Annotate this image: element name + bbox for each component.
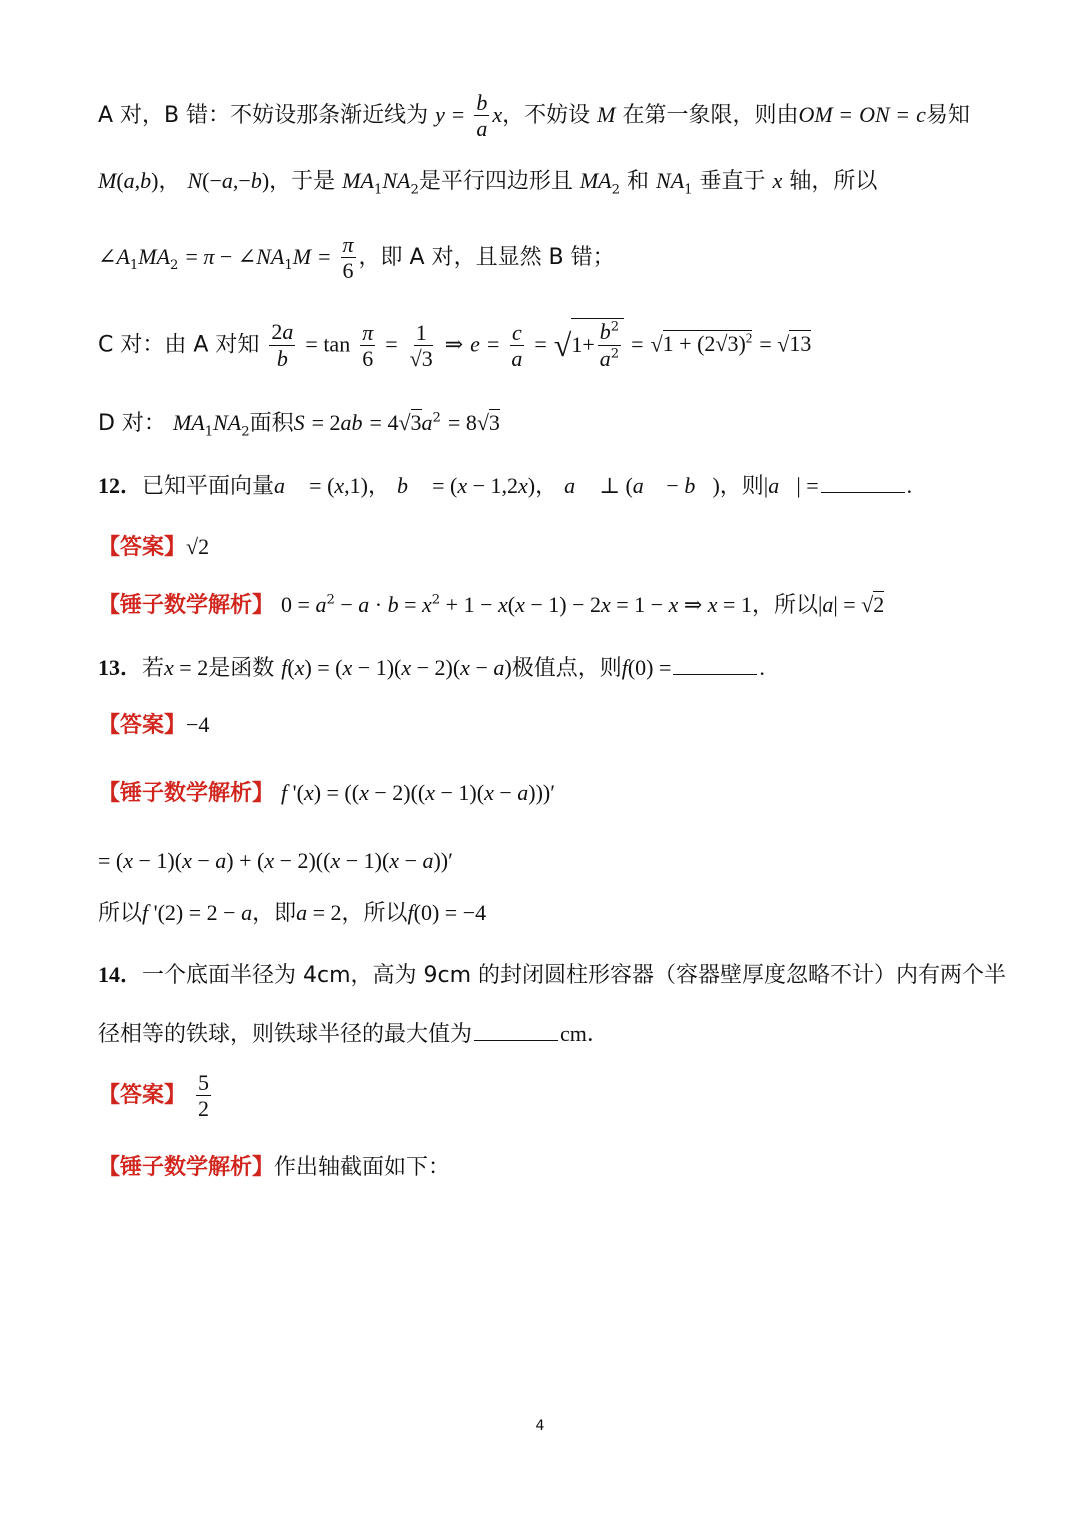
answer-blank	[474, 1018, 558, 1041]
answer-13: 【答案】−4	[98, 712, 210, 738]
analysis-13-b: = (x − 1)(x − a) + (x − 2)((x − 1)(x − a))′	[98, 848, 453, 873]
answer-14: 【答案】 $\frac{5}{2}$	[98, 1070, 210, 1122]
question-14-line-1: 14．一个底面半径为 4cm，高为 9cm 的封闭圆柱形容器（容器壁厚度忽略不计）内有两个半	[98, 962, 1007, 988]
line-5: D 对： $MA_1NA_2$面积$S = 2ab = 4√3a^2 = 8√3$	[98, 410, 500, 440]
line-1: A 对，B 错：不妨设那条渐近线为 y = $\frac{b}{a}$ x，不妨设 M 在第一象限，则由OM = ON = c易知	[98, 90, 970, 142]
line-4: C 对：由 A 对知 $\frac{2a}{b}$ = tan $\frac{\pi}{6}$ = $\frac{1}{√3}$ ⇒ e = $\frac{c}{a}$ = √1+ $\frac{b^2}{a^2}$ = $√1 + (2√3)^2 = √13$	[98, 319, 812, 372]
question-13: 13．若x = 2是函数 f(x) = (x − 1)(x − 2)(x − a)极值点，则f(0) = .	[98, 652, 765, 682]
answer-12: 【答案】√2	[98, 534, 210, 560]
line-3: $\angle A_1MA_2 = \pi$ − $\angle NA_1M$ = $\frac{\pi}{6}$ ，即 A 对，且显然 B 错；	[98, 232, 615, 284]
line-2: M(a,b)， N(−a,−b)，于是 $MA_1NA_2$是平行四边形且 $MA_2$ 和 $NA_1$ 垂直于 x 轴，所以	[98, 168, 878, 198]
analysis-12: 【锤子数学解析】 $0 = a^2 - a \cdot b = x^2 + 1 - x(x - 1) - 2x = 1 - x$ ⇒ x = 1，所以|a| = √2	[98, 592, 885, 618]
answer-blank	[821, 470, 905, 493]
analysis-13-a: 【锤子数学解析】 f '(x) = ((x − 2)((x − 1)(x − a)))′	[98, 780, 556, 806]
page-number: 4	[535, 1418, 545, 1434]
question-12: 12．已知平面向量a⃗ = (x,1)， b⃗ = (x − 1,2x)， a⃗ ⊥ (a⃗ − b⃗)，则|a⃗| = .	[98, 470, 912, 500]
answer-blank	[673, 652, 757, 675]
analysis-13-c: 所以f '(2) = 2 − a，即a = 2，所以f(0) = −4	[98, 900, 487, 926]
analysis-14: 【锤子数学解析】作出轴截面如下：	[98, 1155, 451, 1180]
question-14-line-2: 径相等的铁球，则铁球半径的最大值为 cm．	[98, 1018, 609, 1048]
